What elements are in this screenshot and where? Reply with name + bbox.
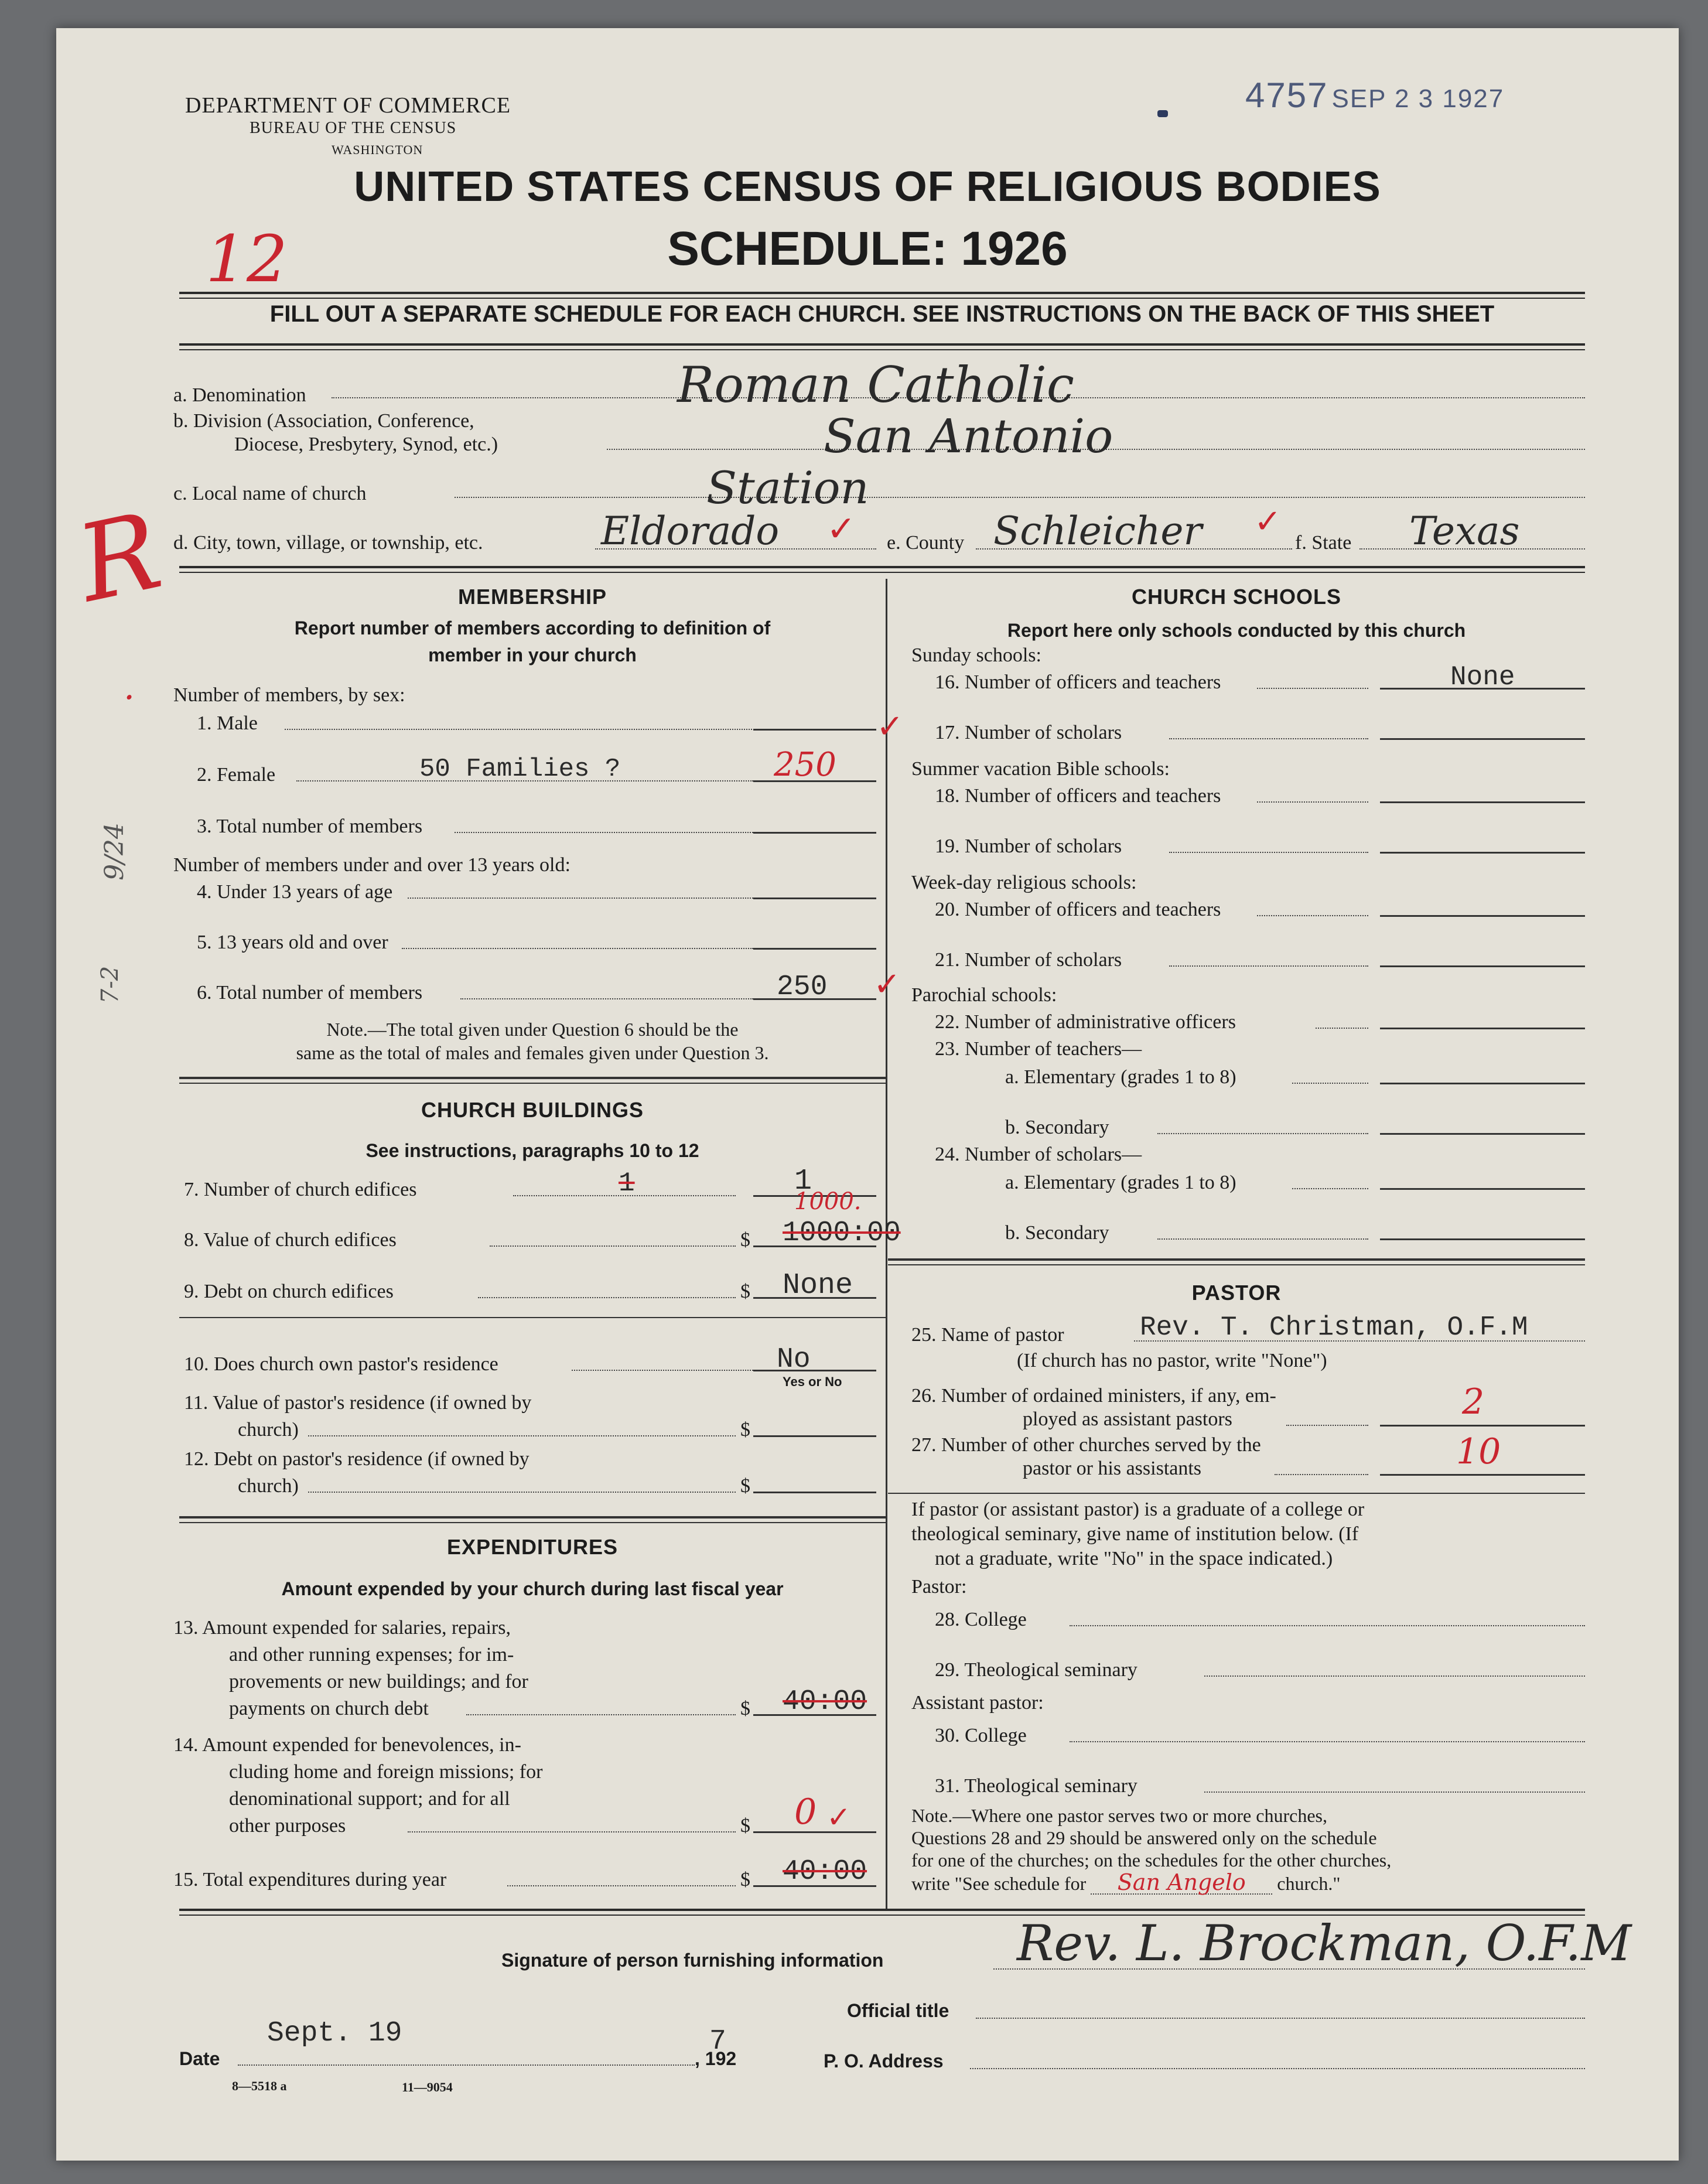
year-prefix: , 192 [695,2048,737,2069]
po-address-label: P. O. Address [824,2050,944,2072]
schools-sub: Report here only schools conducted by this church [1007,620,1466,641]
by-sex-label: Number of members, by sex: [173,684,405,706]
pastor-note-3: for one of the churches; on the schedules for the other churches, [911,1849,1392,1871]
q7-value: 1 [794,1165,812,1198]
official-title-label: Official title [847,2000,949,2021]
q27-label-1: 27. Number of other churches served by the [911,1434,1261,1456]
q13-label-3: provements or new buildings; and for [229,1671,528,1692]
division-label-1: b. Division (Association, Conference, [173,410,474,432]
buildings-sub: See instructions, paragraphs 10 to 12 [365,1140,699,1161]
margin-dot: . [124,667,135,708]
assistant-sublabel: Assistant pastor: [911,1692,1044,1714]
q7-struck-value: 1 [619,1168,635,1199]
dollar-sign: $ [740,1419,750,1441]
county-label: e. County [887,532,965,554]
checkmark-icon: ✓ [1254,503,1282,541]
q3-label: 3. Total number of members [197,815,423,837]
q31-label: 31. Theological seminary [935,1775,1137,1797]
state-value: Texas [1409,509,1520,554]
denomination-value: Roman Catholic [677,356,1074,414]
q25-value: Rev. T. Christman, O.F.M [1140,1312,1528,1343]
margin-pencil-2: 7-2 [97,965,124,1004]
division-label-2: Diocese, Presbytery, Synod, etc.) [234,434,498,455]
q30-label: 30. College [935,1725,1027,1746]
department-name: DEPARTMENT OF COMMERCE [185,93,511,118]
q25-label: 25. Name of pastor [911,1324,1064,1346]
q11-label-1: 11. Value of pastor's residence (if owned by [184,1392,532,1414]
q10-value: No [777,1344,811,1376]
q13-label-4: payments on church debt [229,1698,429,1719]
pastor-note-1: Note.—Where one pastor serves two or more churches, [911,1805,1327,1826]
city-value: Eldorado [601,509,780,554]
dollar-sign: $ [740,1815,750,1837]
q25-hint: (If church has no pastor, write "None") [1017,1350,1327,1371]
margin-letter: R [67,490,171,626]
q24-label: 24. Number of scholars— [935,1144,1142,1165]
q10-label: 10. Does church own pastor's residence [184,1353,498,1375]
q19-label: 19. Number of scholars [935,835,1122,857]
q26-value: 2 [1462,1381,1485,1422]
checkmark-icon: ✓ [876,708,904,746]
dollar-sign: $ [740,1229,750,1251]
membership-sub-2: member in your church [428,644,637,666]
q27-value: 10 [1456,1431,1501,1472]
q8-correction: 1000. [794,1188,862,1215]
census-schedule-sheet [56,28,1679,2161]
signature-label: Signature of person furnishing information [501,1950,884,1971]
q26-label-2: ployed as assistant pastors [1023,1408,1232,1430]
q11-label-2: church) [238,1419,299,1441]
graduate-instr-1: If pastor (or assistant pastor) is a graduate of a college or [911,1499,1365,1520]
q24b-label: b. Secondary [1005,1222,1109,1244]
instruction-banner: FILL OUT A SEPARATE SCHEDULE FOR EACH CHURCH. SEE INSTRUCTIONS ON THE BACK OF THIS SHEET [269,301,1495,327]
q22-label: 22. Number of administrative officers [935,1011,1236,1033]
division-value: San Antonio [824,409,1113,463]
graduate-instr-2: theological seminary, give name of institution below. (If [911,1523,1359,1545]
q2-value: 250 [774,746,836,784]
q5-label: 5. 13 years old and over [197,931,388,953]
q13-label-2: and other running expenses; for im- [229,1644,514,1666]
margin-pencil-1: 9/24 [99,823,129,881]
q23b-label: b. Secondary [1005,1117,1109,1138]
summer-label: Summer vacation Bible schools: [911,758,1170,780]
expenditures-sub: Amount expended by your church during last fiscal year [281,1578,784,1599]
ink-dot [1157,110,1168,117]
q26-label-1: 26. Number of ordained ministers, if any, em- [911,1385,1276,1407]
checkmark-icon: ✓ [826,1800,851,1834]
q6-label: 6. Total number of members [197,982,423,1004]
q8-label: 8. Value of church edifices [184,1229,397,1251]
q27-label-2: pastor or his assistants [1023,1458,1202,1479]
q14-value: 0 [794,1791,817,1832]
q15-label: 15. Total expenditures during year [173,1869,447,1890]
stamp-number: 4757 [1245,76,1328,115]
signature-value: Rev. L. Brockman, O.F.M [1017,1915,1632,1972]
q6-value: 250 [777,971,828,1003]
pastor-note-2: Questions 28 and 29 should be answered only on the schedule [911,1827,1377,1848]
q8-value: 1000:00 [783,1217,901,1249]
q21-label: 21. Number of scholars [935,949,1122,971]
q7-label: 7. Number of church edifices [184,1179,417,1200]
q16-label: 16. Number of officers and teachers [935,671,1221,693]
q23-label: 23. Number of teachers— [935,1038,1142,1060]
denomination-label: a. Denomination [173,384,306,406]
checkmark-icon: ✓ [826,509,856,550]
by-age-label: Number of members under and over 13 years old: [173,854,571,876]
local-name-value: Station [706,462,869,514]
checkmark-icon: ✓ [873,965,901,1004]
local-name-label: c. Local name of church [173,483,367,504]
q20-label: 20. Number of officers and teachers [935,899,1221,920]
pastor-heading: PASTOR [1191,1281,1282,1305]
dollar-sign: $ [740,1698,750,1719]
q15-value: 40:00 [783,1856,867,1888]
q13-label-1: 13. Amount expended for salaries, repairs, [173,1617,511,1639]
q28-label: 28. College [935,1609,1027,1630]
q17-label: 17. Number of scholars [935,722,1122,743]
membership-note-1: Note.—The total given under Question 6 should be the [326,1019,739,1040]
q14-label-1: 14. Amount expended for benevolences, in- [173,1734,521,1756]
city-label: d. City, town, village, or township, etc. [173,532,483,554]
date-value: Sept. 19 [267,2018,402,2049]
q14-label-4: other purposes [229,1815,346,1837]
form-subtitle: SCHEDULE: 1926 [667,222,1068,275]
see-schedule-value: San Angelo [1091,1871,1272,1895]
q1-label: 1. Male [197,712,258,734]
q18-label: 18. Number of officers and teachers [935,785,1221,807]
city-name: WASHINGTON [332,142,423,157]
q14-label-3: denominational support; and for all [229,1788,510,1810]
q14-label-2: cluding home and foreign missions; for [229,1761,543,1783]
q13-value: 40:00 [783,1686,867,1718]
form-number-2: 11—9054 [402,2080,453,2094]
q29-label: 29. Theological seminary [935,1659,1137,1681]
dollar-sign: $ [740,1475,750,1497]
parochial-label: Parochial schools: [911,984,1057,1006]
dollar-sign: $ [740,1869,750,1890]
q23a-label: a. Elementary (grades 1 to 8) [1005,1066,1236,1088]
membership-heading: MEMBERSHIP [457,585,607,609]
county-value: Schleicher [993,509,1203,554]
bureau-name: BUREAU OF THE CENSUS [250,119,457,137]
buildings-heading: CHURCH BUILDINGS [421,1098,644,1122]
year-value: 7 [709,2026,726,2057]
margin-number: 12 [206,221,288,296]
receipt-stamp [1245,75,1504,115]
state-label: f. State [1295,532,1352,554]
sunday-label: Sunday schools: [911,644,1041,666]
q4-label: 4. Under 13 years of age [197,881,393,903]
weekday-label: Week-day religious schools: [911,872,1137,893]
membership-sub-1: Report number of members according to definition of [294,617,771,639]
q12-label-2: church) [238,1475,299,1497]
q2-note: 50 Families ? [419,755,621,784]
membership-note-2: same as the total of males and females given under Question 3. [296,1042,769,1063]
dollar-sign: $ [740,1281,750,1302]
q9-value: None [783,1269,853,1302]
schools-heading: CHURCH SCHOOLS [1131,585,1341,609]
expenditures-heading: EXPENDITURES [446,1535,619,1559]
form-number-1: 8—5518 a [232,2079,287,2093]
q24a-label: a. Elementary (grades 1 to 8) [1005,1172,1236,1193]
stamp-date: SEP 2 3 1927 [1331,84,1505,113]
graduate-instr-3: not a graduate, write "No" in the space indicated.) [935,1548,1333,1569]
date-label: Date [179,2048,220,2069]
q12-label-1: 12. Debt on pastor's residence (if owned by [184,1448,530,1470]
pastor-note-4: write "See schedule for San Angelo church." [911,1869,1341,1895]
q9-label: 9. Debt on church edifices [184,1281,394,1302]
pastor-sublabel: Pastor: [911,1576,967,1598]
q10-hint: Yes or No [783,1374,842,1389]
q2-label: 2. Female [197,764,276,786]
q16-value: None [1450,662,1515,692]
form-title: UNITED STATES CENSUS OF RELIGIOUS BODIES [354,163,1381,210]
